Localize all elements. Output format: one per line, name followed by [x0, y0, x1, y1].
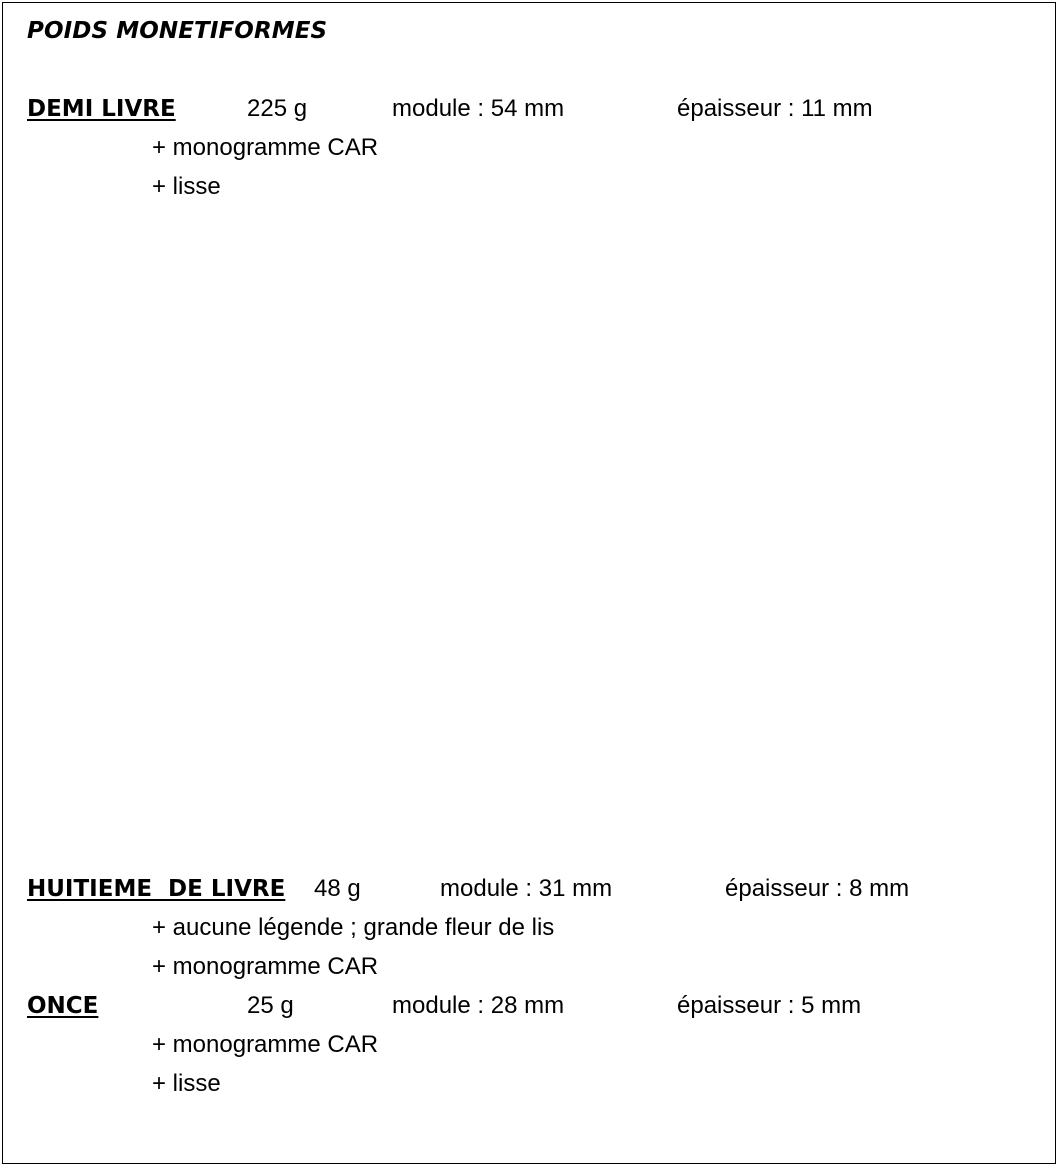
entry-module: module : 31 mm [440, 875, 613, 902]
entry-name-demi-livre: DEMI LIVRE [27, 96, 176, 122]
document-title: POIDS MONETIFORMES [27, 18, 328, 44]
entry-note: + lisse [152, 1070, 221, 1097]
entry-thickness: épaisseur : 11 mm [677, 95, 873, 122]
entry-note: + lisse [152, 173, 221, 200]
entry-note: + aucune légende ; grande fleur de lis [152, 914, 555, 941]
entry-name-once: ONCE [27, 993, 99, 1019]
entry-module: module : 54 mm [392, 95, 565, 122]
entry-weight: 25 g [247, 992, 294, 1019]
entry-weight: 225 g [247, 95, 308, 122]
entry-note: + monogramme CAR [152, 953, 379, 980]
entry-module: module : 28 mm [392, 992, 565, 1019]
entry-note: + monogramme CAR [152, 134, 379, 161]
entry-thickness: épaisseur : 8 mm [725, 875, 910, 902]
entry-note: + monogramme CAR [152, 1031, 379, 1058]
entry-weight: 48 g [314, 875, 361, 902]
entry-thickness: épaisseur : 5 mm [677, 992, 862, 1019]
entry-name-huitieme-de-livre: HUITIEME DE LIVRE [27, 876, 286, 902]
